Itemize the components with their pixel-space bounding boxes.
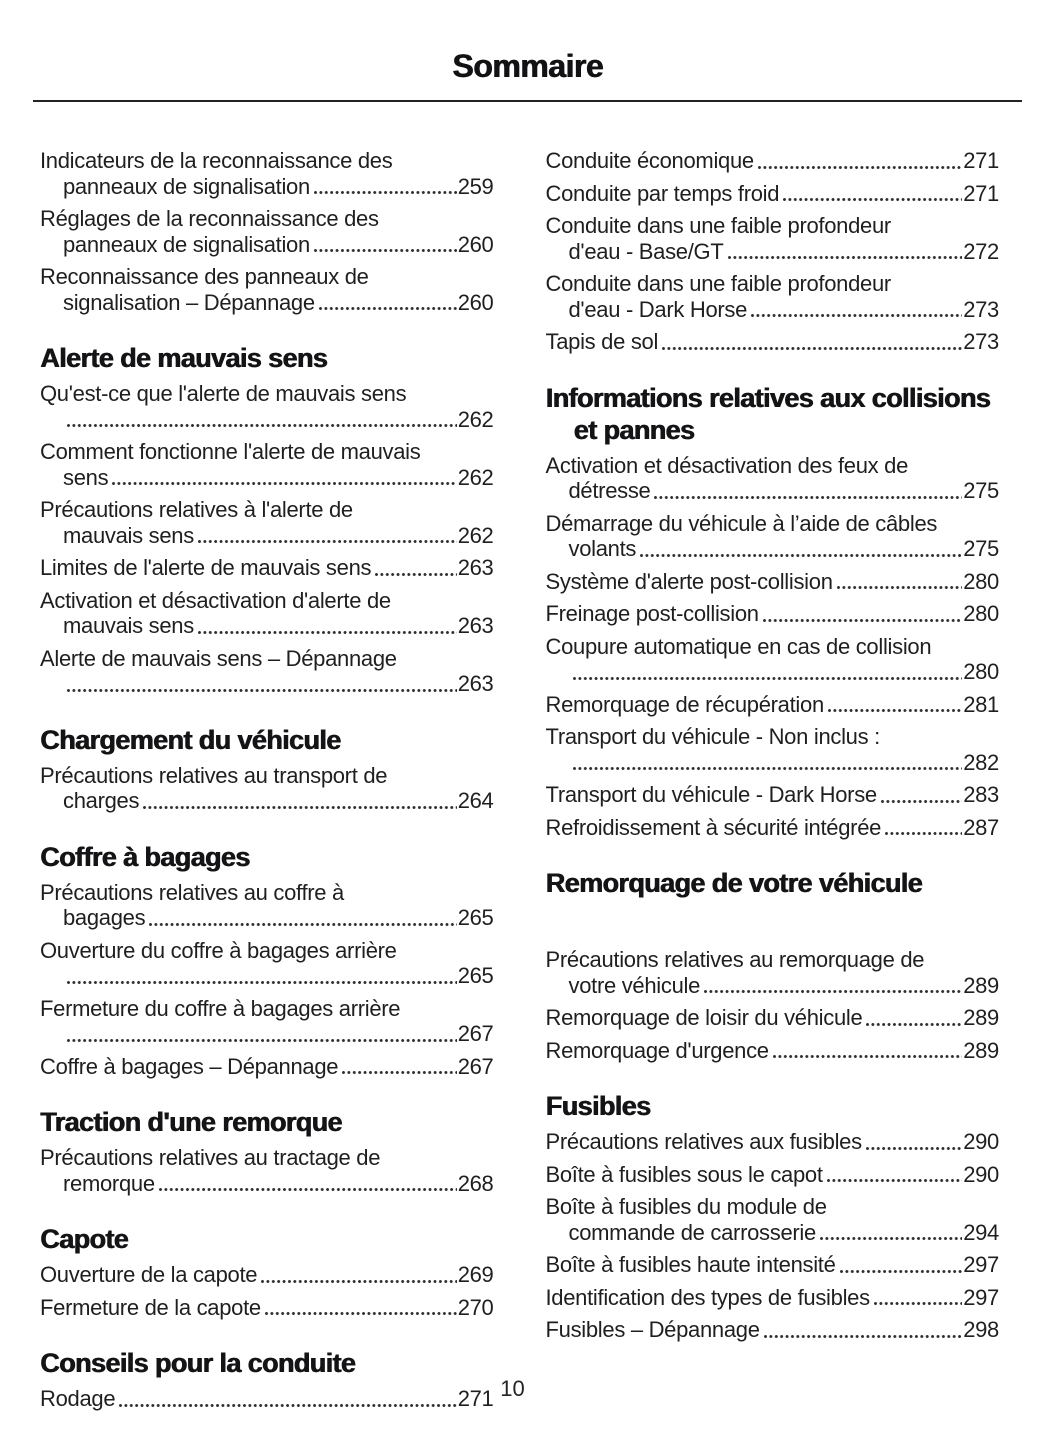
toc-page-number: 289 [963, 972, 999, 998]
toc-entry-text: d'eau - Base/GT [568, 238, 724, 264]
dot-leader [142, 805, 457, 811]
toc-entry [546, 1194, 1000, 1245]
toc-entry [40, 439, 494, 490]
toc-entry-text: Fermeture de la capote [40, 1294, 261, 1320]
toc-section [546, 867, 1000, 1063]
dot-leader [374, 572, 456, 578]
toc-entry-text: Fusibles – Dépannage [545, 1317, 760, 1342]
toc-entry-line: Activation et désactivation des feux de [545, 452, 909, 478]
toc-entry [546, 148, 1000, 174]
dot-leader [661, 346, 962, 352]
toc-entry-line [40, 1171, 494, 1197]
toc-entry [40, 938, 494, 989]
toc-entry-line [546, 1285, 1000, 1311]
toc-entry-line: Précautions relatives au coffre à [40, 879, 344, 905]
toc-entry-text: sens [63, 464, 109, 490]
toc-entry-line [546, 536, 1000, 562]
toc-entry [546, 1317, 1000, 1343]
toc-entry-line [546, 181, 1000, 207]
toc-page-number: 290 [963, 1161, 999, 1187]
toc-page-number: 281 [963, 691, 999, 717]
toc-entry [546, 213, 1000, 264]
dot-leader [66, 688, 457, 694]
dot-leader [819, 1236, 962, 1242]
toc-entry-text: mauvais sens [63, 613, 194, 638]
dot-leader [782, 197, 962, 203]
toc-entry-line: Précautions relatives au transport de [40, 762, 388, 788]
toc-page-number: 287 [963, 814, 999, 840]
toc-entry-text: Tapis de sol [545, 329, 659, 354]
section-heading: Coffre à bagages [40, 841, 250, 872]
toc-entry [40, 588, 494, 639]
toc-page-number: 280 [963, 568, 999, 594]
toc-entry-line [546, 692, 1000, 718]
dot-leader [839, 1269, 963, 1275]
toc-entry-line [40, 671, 494, 697]
toc-entry-text: Rodage [40, 1386, 116, 1411]
toc-entry-line: Réglages de la reconnaissance des [40, 206, 379, 231]
toc-entry-line [40, 1021, 494, 1047]
toc-entry-text: votre véhicule [568, 972, 701, 998]
toc-columns [0, 102, 1055, 1419]
toc-entry [546, 692, 1000, 718]
dot-leader [260, 1279, 456, 1285]
toc-entry-line: Transport du véhicule - Non inclus : [545, 724, 880, 749]
toc-page-number: 272 [963, 238, 999, 264]
toc-entry-text: Coffre à bagages – Dépannage [40, 1053, 339, 1079]
dot-leader [827, 708, 962, 714]
toc-entry-line [40, 963, 494, 989]
toc-entry-line: Comment fonctionne l'alerte de mauvais [40, 439, 421, 464]
section-heading: Chargement du véhicule [40, 724, 341, 755]
dot-leader [118, 1403, 456, 1409]
toc-entry-line [546, 973, 1000, 999]
toc-entry-line: Reconnaissance des panneaux de [40, 264, 369, 289]
toc-entry-line [40, 174, 494, 200]
toc-page-number: 298 [963, 1317, 999, 1342]
toc-section [546, 382, 1000, 841]
toc-entry-line: Précautions relatives au tractage de [40, 1145, 381, 1170]
toc-entry-line: Activation et désactivation d'alerte de [40, 587, 391, 613]
toc-entry [546, 511, 1000, 562]
toc-entry-text: charges [63, 788, 140, 813]
toc-page-number: 275 [963, 478, 999, 503]
toc-section [40, 342, 494, 697]
toc-entry-line [40, 555, 494, 581]
toc-entry-line [40, 290, 494, 316]
dot-leader [763, 1334, 963, 1340]
toc-entry-line [546, 478, 1000, 504]
toc-entry-text: Conduite par temps froid [545, 180, 780, 206]
toc-entry-line [40, 1054, 494, 1080]
toc-entry-line [40, 232, 494, 258]
toc-page-number: 294 [963, 1219, 999, 1245]
toc-entry [546, 1162, 1000, 1188]
toc-entry [546, 1285, 1000, 1311]
toc-entry-line [546, 148, 1000, 174]
toc-page-number: 263 [457, 671, 494, 696]
toc-entry-text: panneaux de signalisation [63, 173, 310, 199]
toc-entry-line [546, 750, 1000, 776]
toc-page-number: 273 [963, 329, 999, 354]
dot-leader [880, 799, 962, 805]
toc-entry-line [546, 239, 1000, 265]
toc-entry [40, 555, 494, 581]
toc-page-number: 263 [457, 555, 494, 580]
toc-entry-line: Alerte de mauvais sens – Dépannage [40, 645, 397, 671]
dot-leader [703, 989, 962, 995]
toc-entry [40, 646, 494, 697]
toc-section [546, 1090, 1000, 1343]
toc-entry-text: Remorquage de récupération [545, 691, 824, 717]
dot-leader [148, 922, 456, 928]
dot-leader [826, 1178, 963, 1184]
toc-page-number: 282 [963, 749, 999, 775]
toc-entry [40, 148, 494, 199]
dot-leader [836, 585, 963, 591]
toc-page-number: 271 [963, 148, 999, 173]
section-heading: Traction d'une remorque [40, 1107, 342, 1137]
toc-page-number: 273 [963, 296, 999, 322]
toc-page-number: 262 [457, 406, 494, 432]
toc-entry-line: Fermeture du coffre à bagages arrière [40, 995, 401, 1021]
toc-entry-text: Système d'alerte post-collision [545, 568, 833, 594]
toc-entry [546, 271, 1000, 322]
toc-entry [40, 763, 494, 814]
toc-entry [546, 1038, 1000, 1064]
dot-leader [865, 1146, 962, 1152]
dot-leader [653, 495, 962, 501]
toc-entry-line: Qu'est-ce que l'alerte de mauvais sens [40, 381, 407, 406]
toc-page-number: 297 [963, 1284, 999, 1310]
toc-entry [40, 206, 494, 257]
dot-leader [750, 313, 962, 319]
toc-page-number: 268 [457, 1170, 494, 1196]
dot-leader [111, 481, 456, 487]
dot-leader [762, 618, 962, 624]
toc-entry [546, 815, 1000, 841]
toc-entry-line [40, 788, 494, 814]
toc-entry-line [546, 601, 1000, 627]
toc-entry-text: bagages [63, 905, 146, 930]
toc-entry-text: commande de carrosserie [568, 1219, 816, 1245]
toc-page-number: 289 [963, 1037, 999, 1063]
toc-entry [40, 497, 494, 548]
toc-page-number: 280 [963, 601, 999, 626]
toc-entry-line [40, 905, 494, 931]
toc-page-number: 265 [457, 963, 494, 988]
toc-entry-line [546, 815, 1000, 841]
toc-entry-line [546, 1317, 1000, 1343]
dot-leader [772, 1054, 962, 1060]
toc-page-number: 283 [963, 782, 999, 807]
toc-entry [40, 880, 494, 931]
toc-entry-line [546, 782, 1000, 808]
toc-entry [546, 947, 1000, 998]
dot-leader [313, 190, 457, 196]
toc-entry [546, 1129, 1000, 1155]
toc-entry [546, 569, 1000, 595]
toc-entry-text: remorque [63, 1170, 155, 1196]
toc-page-number: 260 [457, 289, 494, 315]
toc-entry-line: Coupure automatique en cas de collision [545, 633, 932, 659]
toc-page-number: 262 [457, 522, 494, 548]
toc-entry-text: Précautions relatives aux fusibles [545, 1129, 862, 1154]
section-heading: Remorquage de votre véhicule [545, 868, 922, 898]
toc-entry [546, 601, 1000, 627]
toc-entry-text: signalisation – Dépannage [63, 289, 315, 315]
section-heading: Informations relatives aux collisions et pannes [545, 382, 990, 445]
toc-entry [546, 724, 1000, 775]
dot-leader [873, 1301, 962, 1307]
toc-entry [546, 329, 1000, 355]
toc-entry [546, 181, 1000, 207]
dot-leader [884, 831, 962, 837]
dot-leader [865, 1022, 962, 1028]
toc-section [40, 1223, 494, 1320]
toc-entry [40, 1295, 494, 1321]
toc-page-number: 262 [457, 464, 494, 490]
toc-entry-line: Conduite dans une faible profondeur [545, 271, 891, 296]
toc-page-number: 260 [457, 231, 494, 257]
toc-column [546, 148, 1000, 1350]
dot-leader [264, 1311, 457, 1317]
toc-entry-text: volants [568, 536, 637, 561]
toc-entry-line: Conduite dans une faible profondeur [545, 213, 891, 238]
toc-section [546, 148, 1000, 355]
dot-leader [341, 1070, 456, 1076]
toc-section [40, 1106, 494, 1196]
toc-page-number: 263 [457, 613, 494, 638]
toc-page-number: 290 [963, 1129, 999, 1154]
toc-entry-line [546, 1005, 1000, 1031]
toc-page-number: 271 [963, 180, 999, 206]
dot-leader [158, 1187, 457, 1193]
toc-entry [546, 453, 1000, 504]
toc-entry-line [40, 465, 494, 491]
toc-section [40, 724, 494, 814]
toc-entry-line: Indicateurs de la reconnaissance des [40, 148, 393, 173]
page-title: Sommaire [452, 48, 603, 84]
toc-page-number: 270 [457, 1294, 494, 1320]
toc-entry [40, 1054, 494, 1080]
toc-entry-line [546, 1252, 1000, 1278]
toc-entry-line [546, 659, 1000, 685]
toc-section [40, 841, 494, 1080]
toc-entry-text: Boîte à fusibles haute intensité [545, 1252, 836, 1277]
toc-entry [546, 634, 1000, 685]
toc-page-number: 267 [457, 1021, 494, 1046]
toc-entry-line: Précautions relatives à l'alerte de [40, 497, 353, 522]
toc-page-number: 259 [457, 173, 494, 199]
toc-entry [40, 1145, 494, 1196]
toc-entry-line [546, 297, 1000, 323]
toc-page-number: 265 [457, 905, 494, 930]
toc-entry [40, 996, 494, 1047]
section-heading: Fusibles [545, 1091, 651, 1121]
toc-page-number: 289 [963, 1005, 999, 1030]
toc-page-number: 269 [457, 1262, 494, 1287]
dot-leader [197, 539, 457, 545]
dot-leader [318, 306, 457, 312]
toc-entry-text: Conduite économique [545, 148, 754, 173]
toc-entry-text: détresse [568, 478, 651, 503]
section-heading: Alerte de mauvais sens [40, 343, 327, 373]
toc-entry [546, 1005, 1000, 1031]
toc-page-number: 297 [963, 1252, 999, 1277]
toc-entry-text: d'eau - Dark Horse [568, 296, 748, 322]
toc-entry [546, 1252, 1000, 1278]
toc-entry-line [546, 1129, 1000, 1155]
toc-entry [40, 381, 494, 432]
toc-entry-text: Freinage post-collision [545, 601, 759, 626]
page-footer: 10 [500, 1376, 525, 1401]
toc-entry-text: Remorquage de loisir du véhicule [545, 1005, 863, 1030]
toc-entry-line [546, 1162, 1000, 1188]
toc-entry-text: Boîte à fusibles sous le capot [545, 1161, 823, 1187]
toc-column [40, 148, 494, 1419]
toc-entry-line [546, 329, 1000, 355]
dot-leader [572, 766, 963, 772]
toc-entry [546, 782, 1000, 808]
toc-entry-line: Boîte à fusibles du module de [545, 1194, 827, 1219]
toc-page-number: 280 [963, 659, 999, 684]
toc-section [40, 148, 494, 315]
toc-entry-line [40, 523, 494, 549]
toc-page-number: 271 [457, 1386, 494, 1411]
toc-entry-line [546, 569, 1000, 595]
toc-page-number: 264 [457, 788, 494, 813]
section-heading: Conseils pour la conduite [40, 1348, 356, 1378]
toc-page-number: 267 [457, 1053, 494, 1079]
dot-leader [66, 1038, 457, 1044]
toc-entry-text: Refroidissement à sécurité intégrée [545, 814, 882, 840]
toc-entry-text: Identification des types de fusibles [545, 1284, 870, 1310]
toc-entry-line [546, 1038, 1000, 1064]
toc-entry-line [40, 1262, 494, 1288]
toc-entry-line: Ouverture du coffre à bagages arrière [40, 937, 397, 963]
section-heading: Capote [40, 1224, 128, 1254]
dot-leader [639, 553, 962, 559]
toc-entry-line [40, 407, 494, 433]
toc-entry [40, 1262, 494, 1288]
dot-leader [727, 255, 963, 261]
dot-leader [197, 630, 457, 636]
dot-leader [66, 423, 457, 429]
toc-entry [40, 264, 494, 315]
toc-entry-text: Remorquage d'urgence [545, 1037, 769, 1063]
toc-entry-line [40, 1295, 494, 1321]
dot-leader [572, 676, 963, 682]
toc-entry-line [40, 613, 494, 639]
toc-entry-line: Démarrage du véhicule à l’aide de câbles [545, 510, 938, 536]
toc-entry-text: Ouverture de la capote [40, 1262, 258, 1287]
toc-entry-text: Transport du véhicule - Dark Horse [545, 782, 877, 807]
toc-entry-text: Limites de l'alerte de mauvais sens [40, 555, 372, 580]
toc-entry-line [546, 1220, 1000, 1246]
dot-leader [66, 980, 457, 986]
toc-entry-text: panneaux de signalisation [63, 231, 310, 257]
toc-page-number: 275 [963, 536, 999, 561]
dot-leader [313, 248, 457, 254]
dot-leader [757, 165, 962, 171]
toc-entry-text: mauvais sens [63, 522, 194, 548]
toc-entry-line: Précautions relatives au remorquage de [545, 947, 925, 972]
